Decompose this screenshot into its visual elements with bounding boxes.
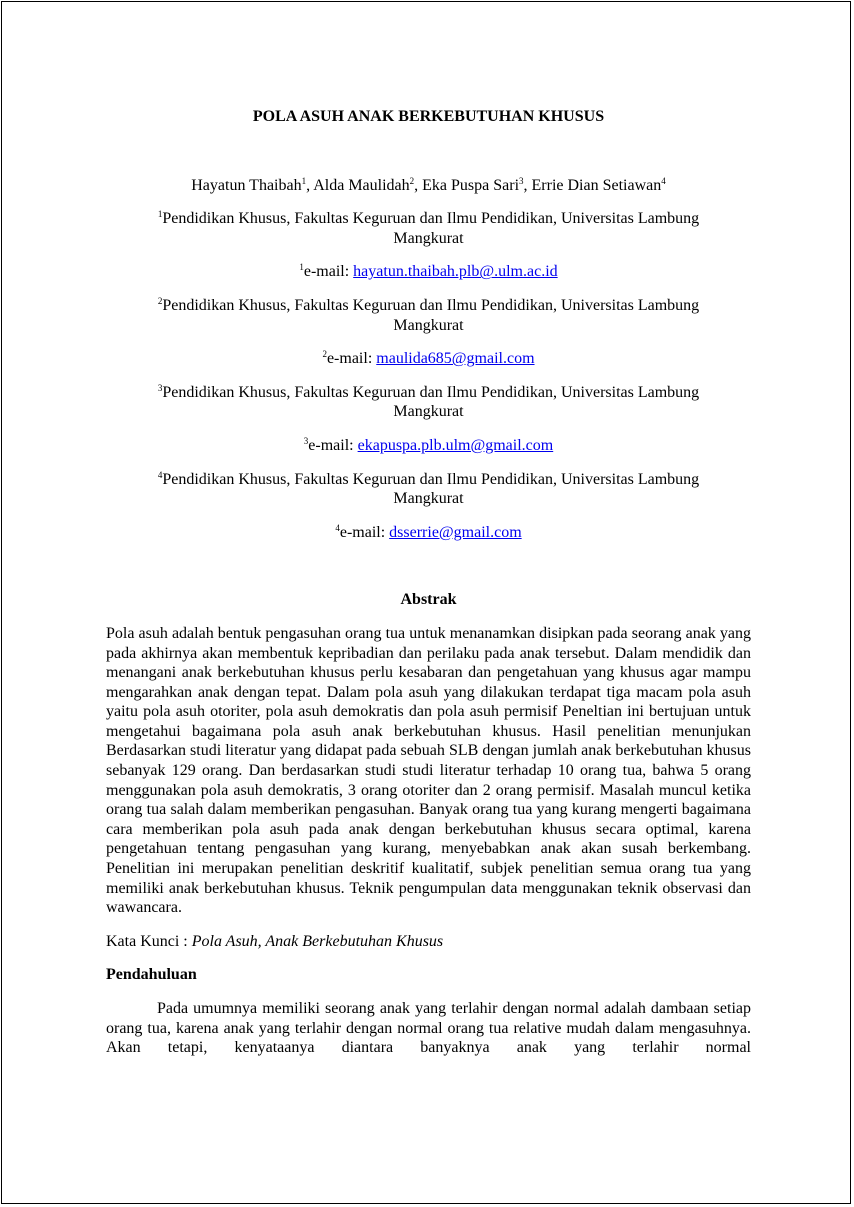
email-label: e-mail: xyxy=(303,263,354,281)
affiliation-mark: 1 xyxy=(157,209,163,220)
document-page xyxy=(1,1,851,1204)
author-email xyxy=(106,523,751,543)
email-label: e-mail: xyxy=(308,436,358,454)
abstract-heading: Abstrak xyxy=(400,591,457,609)
paper-content xyxy=(106,107,751,1058)
affiliation-text: Pendidikan Khusus, Fakultas Keguruan dan Ilmu Pendidikan, Universitas Lambung Mangkurat xyxy=(162,296,700,334)
email-mark: 2 xyxy=(322,349,327,360)
affiliation xyxy=(106,470,751,509)
affiliation-text: Pendidikan Khusus, Fakultas Keguruan dan Ilmu Pendidikan, Universitas Lambung Mangkurat xyxy=(162,470,700,508)
author-separator: , xyxy=(523,176,532,194)
affiliation-mark: 4 xyxy=(157,469,163,480)
affiliation-mark: 3 xyxy=(157,382,163,393)
affiliation xyxy=(106,209,751,248)
email-label: e-mail: xyxy=(326,350,377,368)
paper-title: POLA ASUH ANAK BERKEBUTUHAN KHUSUS xyxy=(252,108,605,125)
keywords-label: Kata Kunci : xyxy=(106,932,192,950)
author-affiliation-mark: 1 xyxy=(301,175,307,186)
keywords-value: Pola Asuh, Anak Berkebutuhan Khusus xyxy=(191,932,444,950)
affiliation xyxy=(106,296,751,335)
email-link[interactable]: ekapuspa.plb.ulm@gmail.com xyxy=(357,436,554,454)
email-link[interactable]: maulida685@gmail.com xyxy=(376,350,535,368)
email-mark: 4 xyxy=(335,522,340,533)
email-link[interactable]: hayatun.thaibah.plb@.ulm.ac.id xyxy=(353,263,558,281)
author-email xyxy=(106,436,751,456)
author-name: Alda Maulidah xyxy=(313,176,410,194)
introduction-paragraph: Pada umumnya memiliki seorang anak yang terlahir dengan normal adalah dambaan setiap orang tua, karena anak yang terlahir dengan normal orang tua relative mudah dalam mengasuhnya. Akan tetapi, kenyataanya diantara banyaknya anak yang terlahir normal xyxy=(106,1000,751,1057)
email-label: e-mail: xyxy=(339,523,390,541)
email-mark: 3 xyxy=(303,435,309,446)
author-email xyxy=(106,262,751,282)
author-email xyxy=(106,349,751,369)
affiliation-text: Pendidikan Khusus, Fakultas Keguruan dan Ilmu Pendidikan, Universitas Lambung Mangkurat xyxy=(162,210,700,247)
author-name: Errie Dian Setiawan xyxy=(531,176,662,194)
keywords xyxy=(106,932,751,952)
author-separator: , xyxy=(306,176,314,194)
author-affiliation-mark: 4 xyxy=(661,175,666,186)
section-heading-introduction: Pendahuluan xyxy=(106,966,197,984)
author-name: Hayatun Thaibah xyxy=(191,176,302,194)
email-mark: 1 xyxy=(299,262,304,273)
email-link[interactable]: dsserrie@gmail.com xyxy=(389,523,522,541)
author-separator: , xyxy=(414,176,423,194)
abstract-body: Pola asuh adalah bentuk pengasuhan orang tua untuk menanamkan disipkan pada seorang anak yang pada akhirnya akan membentuk kepribadian dan perilaku pada anak tersebut. Dalam mendidik dan menangani anak berkebutuhan khusus perlu kesabaran dan pengetahuan yang khusus agar mampu mengarahkan anak dengan tepat. Dalam pola asuh yang dilakukan terdapat tiga macam pola asuh yaitu pola asuh otoriter, pola asuh demokratis dan pola asuh permisif Peneltian ini bertujuan untuk mengetahui bagaimana pola asuh anak berkebutuhan khusus. Hasil penelitian menunjukan Berdasarkan studi literatur yang didapat pada sebuah SLB dengan jumlah anak berkebutuhan khusus sebanyak 129 orang. Dan berdasarkan studi studi literatur terhadap 10 orang tua, bahwa 5 orang menggunakan pola asuh demokratis, 3 orang otoriter dan 2 orang permisif. Masalah muncul ketika orang tua salah dalam memberikan pengasuhan. Banyak orang tua yang kurang mengerti bagaimana cara memberikan pola asuh pada anak dengan berkebutuhan khusus secara optimal, karena pengetahuan tentang pengasuhan yang kurang, menyebabkan anak akan susah berkembang. Penelitian ini merupakan penelitian deskritif kualitatif, subjek penelitian semua orang tua yang memiliki anak berkebutuhan khusus. Teknik pengumpulan data menggunakan teknik observasi dan wawancara. xyxy=(106,624,751,917)
author-list xyxy=(106,176,751,196)
author-affiliation-mark: 3 xyxy=(519,175,524,186)
author-name: Eka Puspa Sari xyxy=(422,176,520,194)
author-affiliation-mark: 2 xyxy=(409,175,415,186)
affiliation-text: Pendidikan Khusus, Fakultas Keguruan dan Ilmu Pendidikan, Universitas Lambung Mangkurat xyxy=(162,383,700,421)
affiliation-mark: 2 xyxy=(157,295,163,306)
affiliation xyxy=(106,383,751,422)
